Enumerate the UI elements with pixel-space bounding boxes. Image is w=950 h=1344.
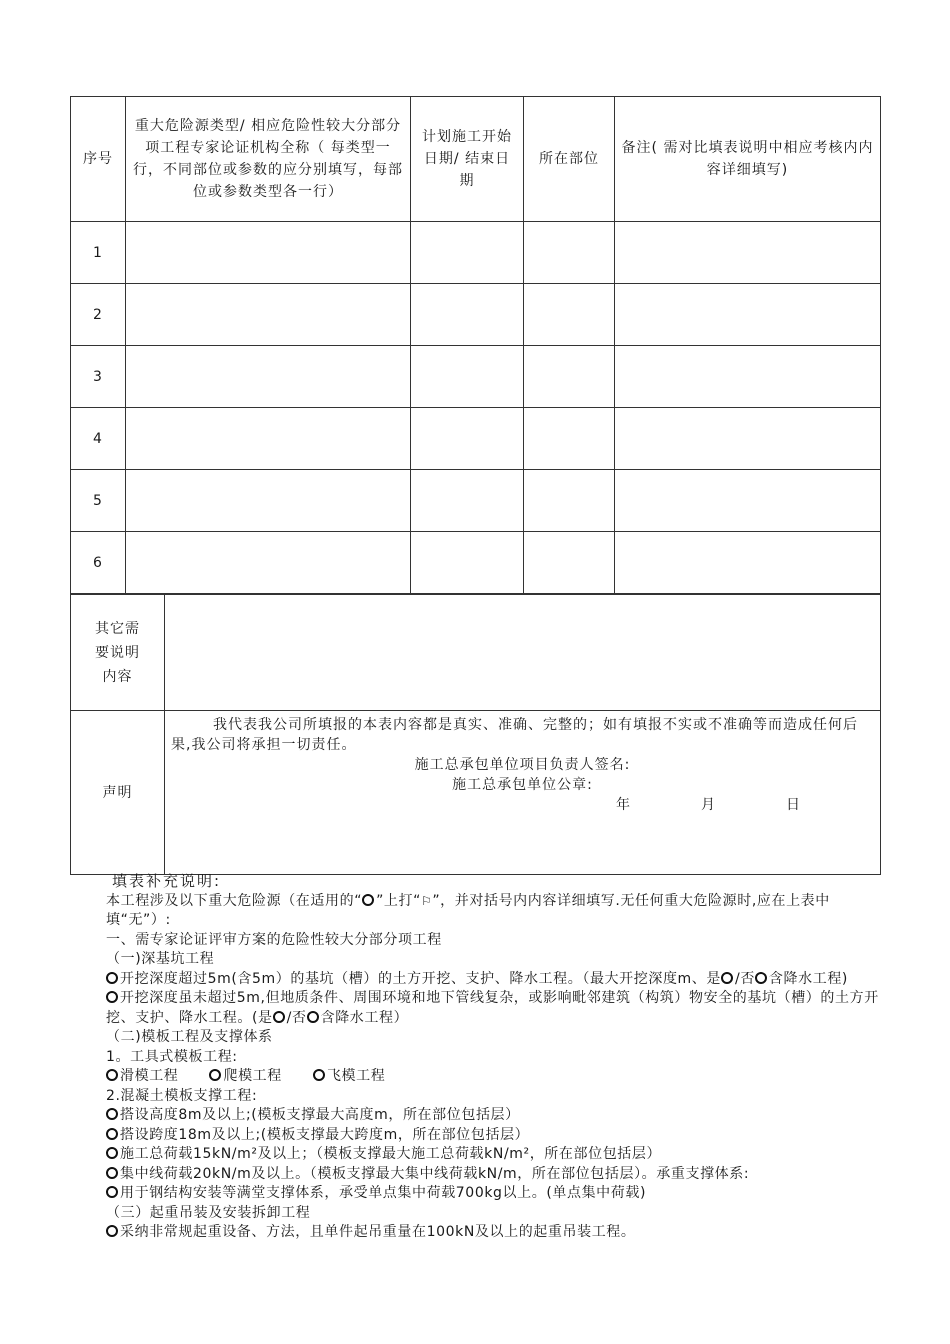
declaration-label: 声明 [71,711,165,875]
year-label: 年 [616,797,631,813]
month-label: 月 [701,797,716,813]
table-header-row [71,97,881,222]
checklist-item[interactable]: 搭设高度8m及以上;(模板支撑最大高度m，所在部位包括层） [70,1106,882,1126]
signature-line[interactable]: 施工总承包单位项目负责人签名: [414,757,631,773]
header-date: 计划施工开始日期/ 结束日期 [411,97,524,222]
subsection-heading: （一)深基坑工程 [106,951,215,967]
other-info-row [71,595,881,711]
declaration-row [71,711,881,875]
date-cell[interactable] [411,532,524,594]
date-cell[interactable] [411,470,524,532]
location-cell[interactable] [524,222,615,284]
circle-icon[interactable] [307,1011,319,1023]
header-seq: 序号 [71,97,126,222]
row-number: 5 [71,470,126,532]
checklist-item[interactable]: 施工总荷载15kN/m²及以上；（模板支撑最大施工总荷载kN/m²，所在部位包括层） [70,1145,882,1165]
remarks-cell[interactable] [615,346,881,408]
circle-icon[interactable] [209,1069,221,1081]
checklist-item[interactable]: 采纳非常规起重设备、方法，且单件起吊重量在100kN及以上的起重吊装工程。 [70,1223,882,1243]
checklist-item[interactable]: 开挖深度虽未超过5m,但地质条件、周围环境和地下管线复杂，或影响毗邻建筑（构筑）物安全的基坑（槽）的土方开挖、支护、降水工程。(是 /否 含降水工程） [106,990,879,1026]
hazard-table [70,96,881,594]
type-cell[interactable] [126,346,411,408]
row-number: 4 [71,408,126,470]
location-cell[interactable] [524,346,615,408]
circle-icon[interactable] [106,1186,118,1198]
circle-icon[interactable] [106,1128,118,1140]
circle-icon[interactable] [273,1011,285,1023]
table-row [71,346,881,408]
date-cell[interactable] [411,222,524,284]
header-type: 重大危险源类型/ 相应危险性较大分部分项工程专家论证机构全称（ 每类型一行，不同部位或参数的应分别填写，每部位或参数类型各一行） [126,97,411,222]
circle-icon[interactable] [106,1225,118,1237]
table-row [71,222,881,284]
header-location: 所在部位 [524,97,615,222]
subsection-heading: 1。工具式模板工程: [106,1048,238,1065]
location-cell[interactable] [524,408,615,470]
declaration-text: 我代表我公司所填报的本表内容都是真实、准确、完整的；如有填报不实或不准确等而造成任何后果,我公司将承担一切责任。 [171,717,858,753]
circle-icon[interactable] [106,1167,118,1179]
row-number: 6 [71,532,126,594]
seal-line[interactable]: 施工总承包单位公章: [452,777,593,793]
remarks-cell[interactable] [615,408,881,470]
circle-icon[interactable] [106,972,118,984]
checklist-options: 滑模工程 爬模工程 飞模工程 [70,1067,882,1087]
other-info-label: 其它需要说明内容 [71,595,165,711]
declaration-cell [165,711,881,875]
circle-icon[interactable] [313,1069,325,1081]
type-cell[interactable] [126,408,411,470]
subsection-heading: （二)模板工程及支撑体系 [106,1029,273,1045]
type-cell[interactable] [126,532,411,594]
table-row [71,470,881,532]
row-number: 3 [71,346,126,408]
type-cell[interactable] [126,470,411,532]
subsection-heading: （三）起重吊装及安装拆卸工程 [106,1204,311,1221]
remarks-cell[interactable] [615,532,881,594]
checklist-item[interactable]: 搭设跨度18m及以上;(模板支撑最大跨度m，所在部位包括层） [70,1126,882,1146]
location-cell[interactable] [524,470,615,532]
instructions-intro: 本工程涉及以下重大危险源（在适用的“ ”上打“⚐”，并对括号内内容详细填写.无任何重大危险源时,应在上表中填“无”）: [106,892,830,928]
type-cell[interactable] [126,222,411,284]
remarks-cell[interactable] [615,222,881,284]
table-row [71,532,881,594]
flag-icon: ⚐ [420,893,433,908]
header-remarks: 备注( 需对比填表说明中相应考核内内容详细填写) [615,97,881,222]
other-info-cell[interactable] [165,595,881,711]
date-cell[interactable] [411,346,524,408]
table-row [71,408,881,470]
type-cell[interactable] [126,284,411,346]
location-cell[interactable] [524,284,615,346]
circle-icon[interactable] [106,1108,118,1120]
location-cell[interactable] [524,532,615,594]
date-line[interactable] [171,795,874,815]
date-cell[interactable] [411,408,524,470]
date-cell[interactable] [411,284,524,346]
circle-icon[interactable] [755,972,767,984]
circle-icon [362,894,374,906]
fill-instructions [70,872,882,1243]
footer-table [70,594,881,875]
table-row [71,284,881,346]
remarks-cell[interactable] [615,470,881,532]
circle-icon[interactable] [721,972,733,984]
remarks-cell[interactable] [615,284,881,346]
circle-icon[interactable] [106,1147,118,1159]
day-label: 日 [786,797,801,813]
circle-icon[interactable] [106,1069,118,1081]
row-number: 1 [71,222,126,284]
circle-icon[interactable] [106,991,118,1003]
checklist-item[interactable]: 用于钢结构安装等满堂支撑体系，承受单点集中荷载700kg以上。(单点集中荷载) [70,1184,882,1204]
section-heading: 一、需专家论证评审方案的危险性较大分部分项工程 [106,931,442,948]
subsection-heading: 2.混凝土模板支撑工程: [106,1087,258,1104]
instructions-title: 填表补充说明: [112,872,222,890]
row-number: 2 [71,284,126,346]
checklist-item[interactable]: 集中线荷载20kN/m及以上。（模板支撑最大集中线荷载kN/m，所在部位包括层）。承重支撑体系: [70,1165,882,1185]
checklist-item[interactable]: 开挖深度超过5m(含5m）的基坑（槽）的土方开挖、支护、降水工程。（最大开挖深度m、是 /否 含降水工程) [70,970,882,990]
